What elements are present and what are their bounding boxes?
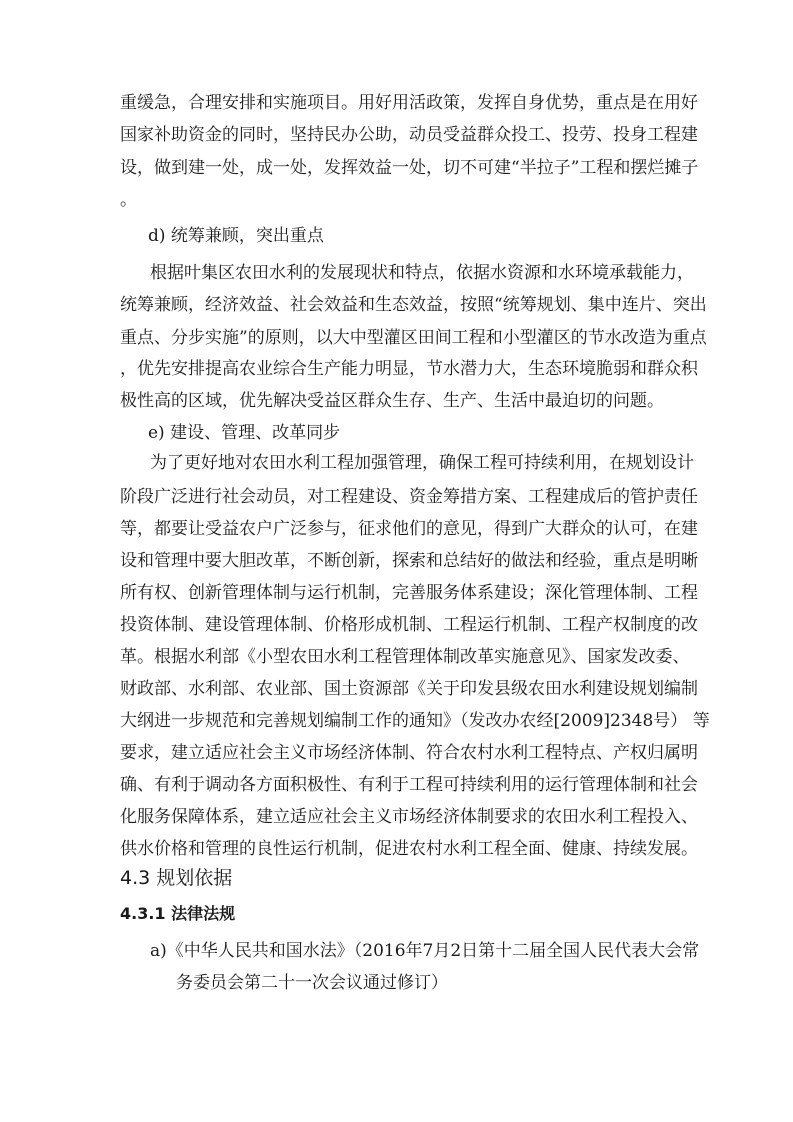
law-item-line: a)《中华人民共和国水法》（2016年7月2日第十二届全国人民代表大会常 [150, 941, 700, 961]
paragraph-line: 。 [120, 190, 137, 210]
paragraph-line: 供水价格和管理的良性运行机制，促进农村水利工程全面、健康、持续发展。 [120, 839, 698, 859]
subsection-heading: 4.3.1 法律法规 [120, 904, 236, 923]
paragraph-line: 根据叶集区农田水利的发展现状和特点，依据水资源和水环境承载能力， [150, 263, 694, 283]
paragraph-line: 设和管理中要大胆改革，不断创新，探索和总结好的做法和经验，重点是明晰 [120, 551, 698, 571]
paragraph-line: 阶段广泛进行社会动员，对工程建设、资金筹措方案、工程建成后的管护责任 [120, 487, 698, 507]
paragraph-line: 革。根据水利部《小型农田水利工程管理体制改革实施意见》、国家发改委、 [120, 647, 690, 667]
paragraph-line: 极性高的区域，优先解决受益区群众生存、生产、生活中最迫切的问题。 [120, 391, 664, 411]
paragraph-line: 国家补助资金的同时，坚持民办公助，动员受益群众投工、投劳、投身工程建 [120, 125, 698, 145]
law-item-line: 务委员会第二十一次会议通过修订） [176, 973, 448, 993]
paragraph-line: 所有权、创新管理体制与运行机制，完善服务体系建设；深化管理体制、工程 [120, 583, 698, 603]
paragraph-line: 大纲进一步规范和完善规划编制工作的通知》（发改办农经[2009]2348号） 等 [120, 711, 710, 731]
paragraph-line: 设，做到建一处，成一处，发挥效益一处，切不可建“半拉子”工程和摆烂摊子 [120, 158, 699, 178]
paragraph-line: 为了更好地对农田水利工程加强管理，确保工程可持续利用，在规划设计 [150, 453, 694, 473]
paragraph-line: 重点、分步实施”的原则，以大中型灌区田间工程和小型灌区的节水改造为重点 [120, 328, 707, 348]
paragraph-line: 财政部、水利部、农业部、国土资源部《关于印发县级农田水利建设规划编制 [120, 679, 698, 699]
paragraph-line: 投资体制、建设管理体制、价格形成机制、工程运行机制、工程产权制度的改 [120, 615, 698, 635]
paragraph-line: 要求，建立适应社会主义市场经济体制、符合农村水利工程特点、产权归属明 [120, 743, 698, 763]
section-heading: 4.3 规划依据 [120, 867, 233, 889]
item-e-heading: e) 建设、管理、改革同步 [148, 423, 341, 443]
paragraph-line: 确、有利于调动各方面积极性、有利于工程可持续利用的运行管理体制和社会 [120, 775, 698, 795]
paragraph-line: 统筹兼顾，经济效益、社会效益和生态效益，按照“统筹规划、集中连片、突出 [120, 295, 707, 315]
paragraph-line: 等，都要让受益农户广泛参与，征求他们的意见，得到广大群众的认可，在建 [120, 519, 698, 539]
paragraph-line: 重缓急，合理安排和实施项目。用好用活政策，发挥自身优势，重点是在用好 [120, 93, 698, 113]
item-d-heading: d) 统筹兼顾，突出重点 [148, 226, 324, 246]
paragraph-line: 化服务保障体系，建立适应社会主义市场经济体制要求的农田水利工程投入、 [120, 807, 698, 827]
paragraph-line: ，优先安排提高农业综合生产能力明显，节水潜力大，生态环境脆弱和群众积 [120, 359, 698, 379]
